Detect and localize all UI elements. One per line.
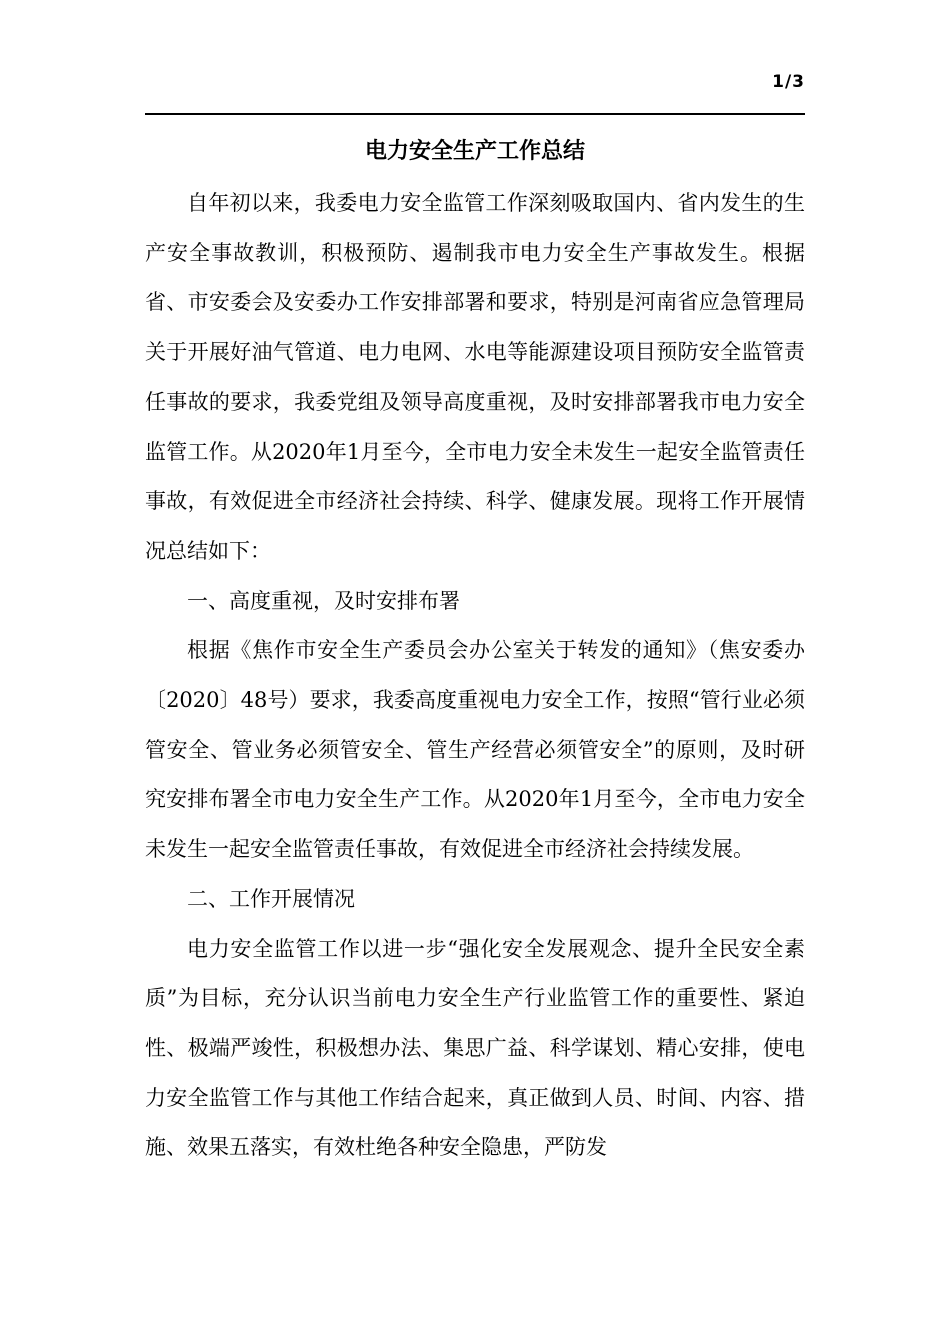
- header-rule: [145, 113, 805, 115]
- section-heading-2: 二、工作开展情况: [187, 886, 355, 911]
- document-title: 电力安全生产工作总结: [364, 139, 585, 164]
- paragraph-section-2: 电力安全监管工作以进一步“强化安全发展观念、提升全民安全素质”为目标，充分认识当前电力安全生产行业监管工作的重要性、紧迫性、极端严竣性，积极想办法、集思广益、科学谋划、精心安排，使电力安全监管工作与其他工作结合起来，真正做到人员、时间、内容、措施、效果五落实，有效杜绝各种安全隐患，严防发: [145, 936, 805, 1160]
- paragraph-section-1: 根据《焦作市安全生产委员会办公室关于转发的通知》（焦安委办〔2020〕48号）要求，我委高度重视电力安全工作，按照“管行业必须管安全、管业务必须管安全、管生产经营必须管安全”的原则，及时研究安排布署全市电力安全生产工作。从2020年1月至今，全市电力安全未发生一起安全监管责任事故，有效促进全市经济社会持续发展。: [145, 638, 805, 862]
- section-heading-1: 一、高度重视，及时安排布署: [187, 588, 460, 613]
- page-number: 1/3: [772, 72, 805, 92]
- document-body: [145, 179, 805, 1173]
- paragraph-intro: 自年初以来，我委电力安全监管工作深刻吸取国内、省内发生的生产安全事故教训，积极预防、遏制我市电力安全生产事故发生。根据省、市安委会及安委办工作安排部署和要求，特别是河南省应急管理局关于开展好油气管道、电力电网、水电等能源建设项目预防安全监管责任事故的要求，我委党组及领导高度重视，及时安排部署我市电力安全监管工作。从2020年1月至今，全市电力安全未发生一起安全监管责任事故，有效促进全市经济社会持续、科学、健康发展。现将工作开展情况总结如下：: [145, 191, 805, 563]
